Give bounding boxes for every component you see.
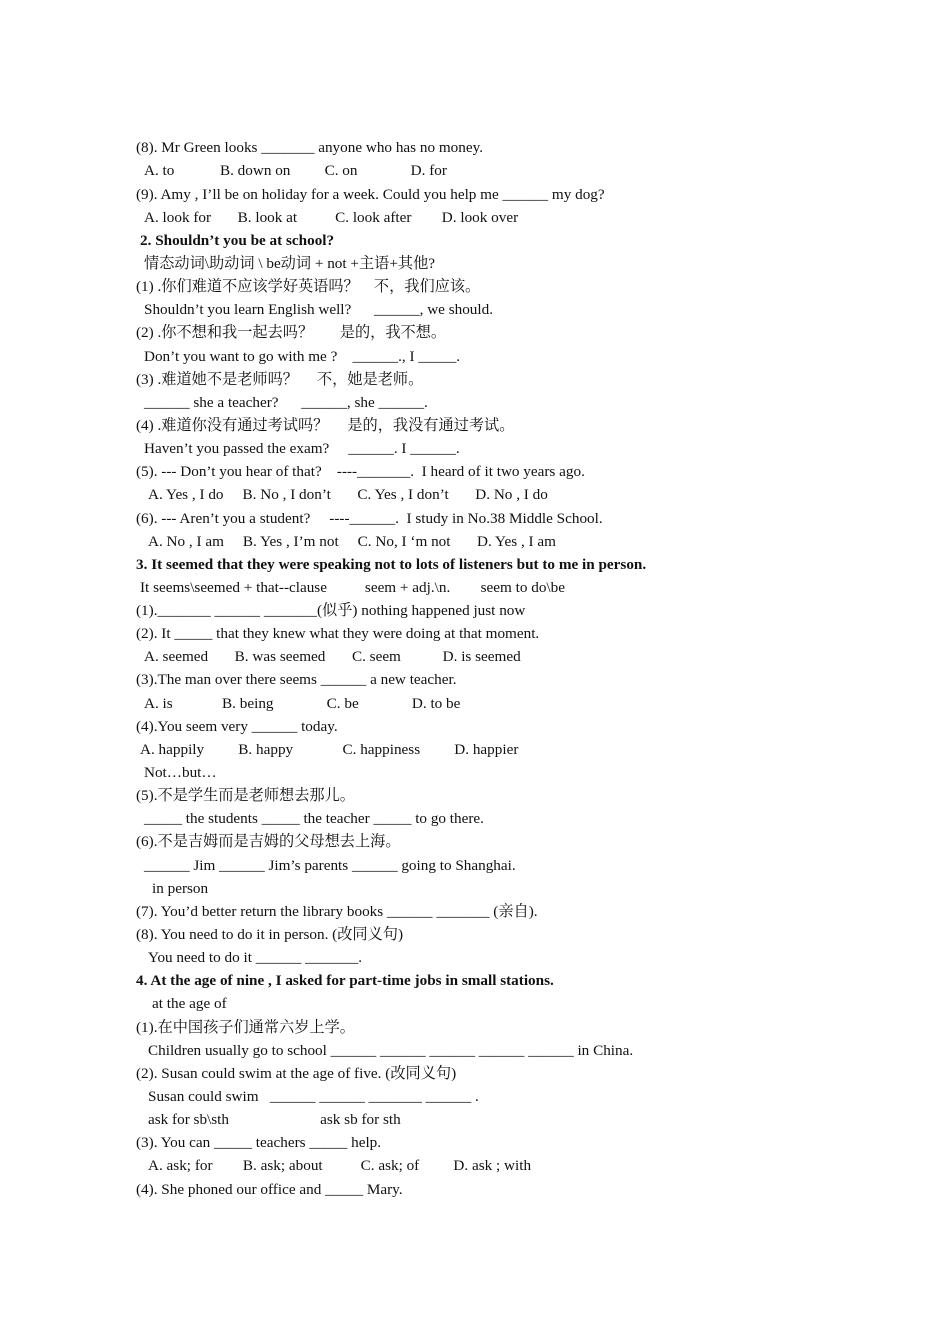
- s4-question-4: (4). She phoned our office and _____ Mary.: [136, 1181, 403, 1198]
- section-2-formula: 情态动词\助动词 \ be动词 + not +主语+其他?: [144, 255, 436, 272]
- s3-item-1: (1)._______ ______ _______(似乎) nothing happened just now: [136, 602, 526, 619]
- s3-item-6-en: ______ Jim ______ Jim’s parents ______ going to Shanghai.: [144, 857, 516, 874]
- section-3-formula: It seems\seemed + that--clause seem + adj.\n. seem to do\be: [140, 579, 565, 596]
- s4-options-3: A. ask; for B. ask; about C. ask; of D. ask ; with: [148, 1157, 532, 1174]
- section-3-heading: 3. It seemed that they were speaking not to lots of listeners but to me in person.: [136, 556, 647, 573]
- s2-item-1-en: Shouldn’t you learn English well? ______, we should.: [144, 301, 494, 318]
- ask-for-label: ask for sb\sth ask sb for sth: [148, 1111, 401, 1128]
- s2-item-2-cn: (2) .你不想和我一起去吗？ 是的，我不想。: [136, 324, 447, 341]
- s2-question-5: (5). --- Don’t you hear of that? ----_______. I heard of it two years ago.: [136, 463, 585, 480]
- s3-question-4: (4).You seem very ______ today.: [136, 718, 338, 735]
- not-but-label: Not…but…: [144, 764, 217, 781]
- s2-question-6: (6). --- Aren’t you a student? ----______. I study in No.38 Middle School.: [136, 510, 603, 527]
- s3-question-3: (3).The man over there seems ______ a new teacher.: [136, 671, 457, 688]
- s2-item-2-en: Don’t you want to go with me ? ______., I _____.: [144, 348, 461, 365]
- s3-item-8: (8). You need to do it in person. (改同义句): [136, 926, 404, 943]
- s4-item-2-answer: Susan could swim ______ ______ _______ ______ .: [148, 1088, 479, 1105]
- question-9: (9). Amy , I’ll be on holiday for a week. Could you help me ______ my dog?: [136, 186, 605, 203]
- s2-item-3-en: ______ she a teacher? ______, she ______.: [144, 394, 428, 411]
- s4-item-2: (2). Susan could swim at the age of five. (改同义句): [136, 1065, 457, 1082]
- options-9: A. look for B. look at C. look after D. look over: [144, 209, 519, 226]
- s2-options-6: A. No , I am B. Yes , I’m not C. No, I ‘m not D. Yes , I am: [148, 533, 556, 550]
- question-8: (8). Mr Green looks _______ anyone who has no money.: [136, 139, 483, 156]
- in-person-label: in person: [152, 880, 209, 897]
- s3-options-2: A. seemed B. was seemed C. seem D. is seemed: [144, 648, 521, 665]
- s3-question-2: (2). It _____ that they knew what they were doing at that moment.: [136, 625, 540, 642]
- s2-item-4-en: Haven’t you passed the exam? ______. I ______.: [144, 440, 460, 457]
- s3-options-3: A. is B. being C. be D. to be: [144, 695, 461, 712]
- s4-question-3: (3). You can _____ teachers _____ help.: [136, 1134, 382, 1151]
- options-8: A. to B. down on C. on D. for: [144, 162, 447, 179]
- s3-options-4: A. happily B. happy C. happiness D. happier: [140, 741, 519, 758]
- s4-item-1-en: Children usually go to school ______ ______ ______ ______ ______ in China.: [148, 1042, 634, 1059]
- s3-item-5-en: _____ the students _____ the teacher _____ to go there.: [144, 810, 484, 827]
- s2-item-4-cn: (4) .难道你没有通过考试吗？ 是的，我没有通过考试。: [136, 417, 515, 434]
- s4-item-1-cn: (1).在中国孩子们通常六岁上学。: [136, 1019, 355, 1036]
- s3-item-6-cn: (6).不是吉姆而是吉姆的父母想去上海。: [136, 833, 401, 850]
- section-2-heading: 2. Shouldn’t you be at school?: [140, 232, 335, 249]
- s3-item-8-answer: You need to do it ______ _______.: [148, 949, 363, 966]
- s2-item-3-cn: (3) .难道她不是老师吗？ 不，她是老师。: [136, 371, 424, 388]
- s2-item-1-cn: (1) .你们难道不应该学好英语吗？ 不，我们应该。: [136, 278, 481, 295]
- s3-item-7: (7). You’d better return the library books ______ _______ (亲自).: [136, 903, 538, 920]
- at-the-age-of-label: at the age of: [152, 995, 227, 1012]
- section-4-heading: 4. At the age of nine , I asked for part-time jobs in small stations.: [136, 972, 554, 989]
- s2-options-5: A. Yes , I do B. No , I don’t C. Yes , I don’t D. No , I do: [148, 486, 548, 503]
- s3-item-5-cn: (5).不是学生而是老师想去那儿。: [136, 787, 355, 804]
